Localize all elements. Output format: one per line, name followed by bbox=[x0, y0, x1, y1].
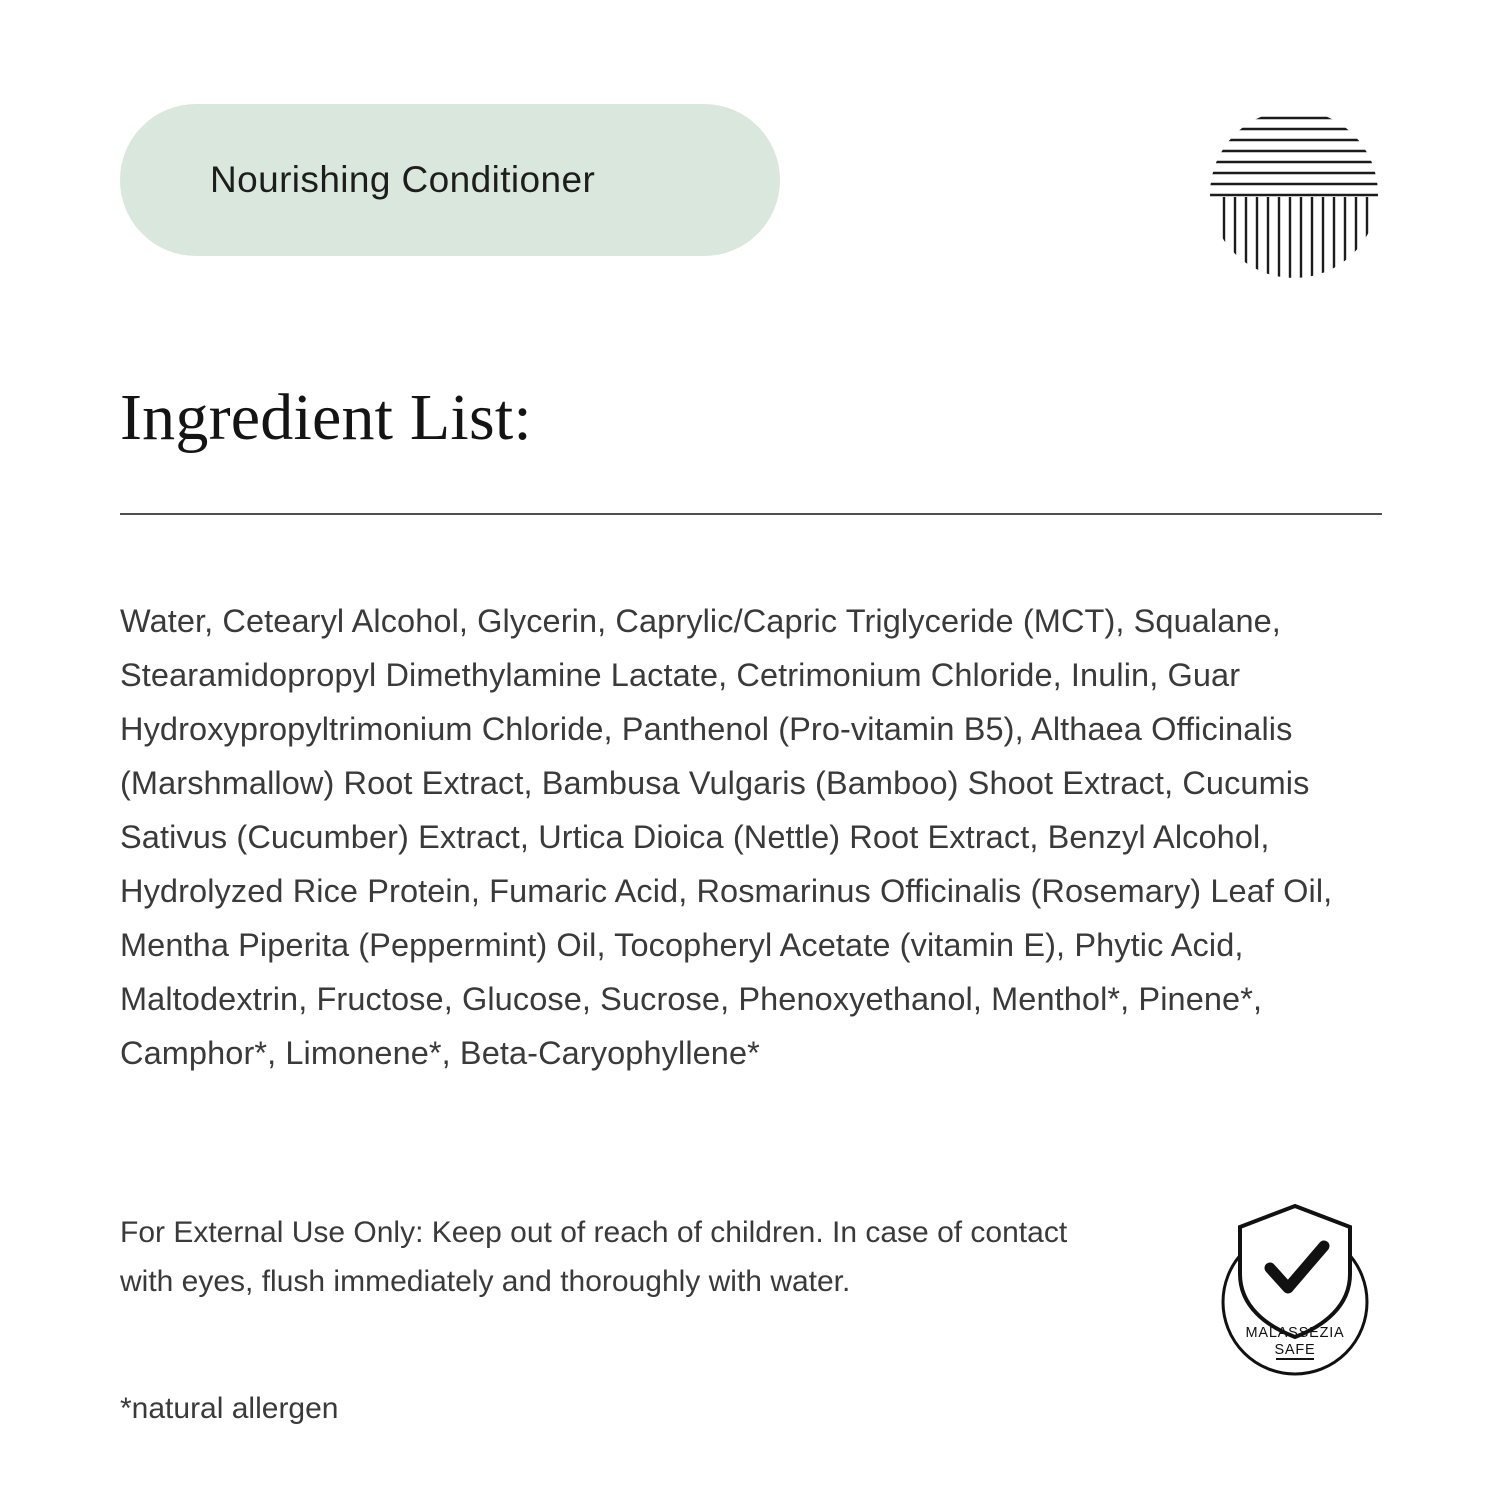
page-title: Ingredient List: bbox=[120, 381, 532, 454]
product-name-text: Nourishing Conditioner bbox=[210, 159, 596, 200]
product-name-pill bbox=[120, 104, 780, 256]
external-use-warning: For External Use Only: Keep out of reach of children. In case of contact with eyes, flush immediately and thoroughly with water. bbox=[120, 1216, 1068, 1298]
striped-circle-logo-icon bbox=[1208, 104, 1380, 284]
malassezia-safe-badge bbox=[1202, 1194, 1388, 1380]
badge-line-2-text: SAFE bbox=[1274, 1342, 1316, 1358]
badge-line-1-text: MALASSEZIA bbox=[1245, 1325, 1345, 1341]
title-divider bbox=[120, 513, 1382, 515]
allergen-note: *natural allergen bbox=[120, 1392, 339, 1425]
ingredient-list-text: Water, Cetearyl Alcohol, Glycerin, Caprylic/Capric Triglyceride (MCT), Squalane, Stearamidopropyl Dimethylamine Lactate, Cetrimonium Chloride, Inulin, Guar Hydroxypropyltrimonium Chloride, Panthenol (Pro-vitamin B5), Althaea Officinalis (Marshmallow) Root Extract, Bambusa Vulgaris (Bamboo) Shoot Extract, Cucumis Sativus (Cucumber) Extract, Urtica Dioica (Nettle) Root Extract, Benzyl Alcohol, Hydrolyzed Rice Protein, Fumaric Acid, Rosmarinus Officinalis (Rosemary) Leaf Oil, Mentha Piperita (Peppermint) Oil, Tocopheryl Acetate (vitamin E), Phytic Acid, Maltodextrin, Fructose, Glucose, Sucrose, Phenoxyethanol, Menthol*, Pinene*, Camphor*, Limonene*, Beta-Caryophyllene* bbox=[120, 603, 1333, 1071]
header bbox=[120, 104, 1380, 284]
